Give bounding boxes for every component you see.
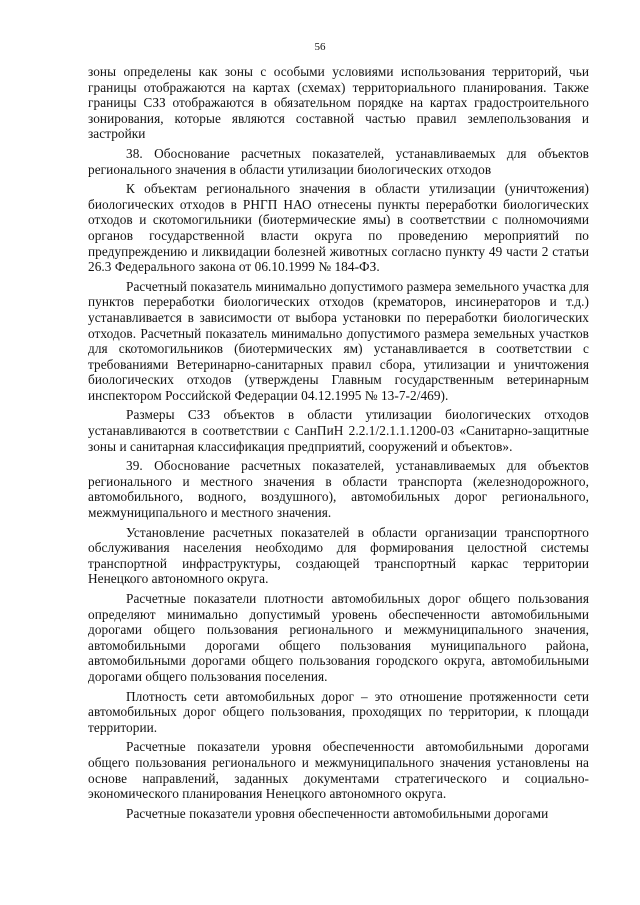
document-body <box>88 64 589 823</box>
paragraph-provision-level: Расчетные показатели уровня обеспеченности автомобильными дорогами общего пользования регионального и межмуниципального значения установлены на основе направлений, заданных документами стратегического и социально-экономического планирования Ненецкого автономного округа. <box>88 739 589 802</box>
paragraph-heading-39: 39. Обоснование расчетных показателей, устанавливаемых для объектов регионального и местного значения в области транспорта (железнодорожного, автомобильного, водного, воздушного), автомобильных дорог регионального, межмуниципального и местного значения. <box>88 458 589 521</box>
paragraph-provision-continued: Расчетные показатели уровня обеспеченности автомобильными дорогами <box>126 805 549 821</box>
paragraph-land-plot-size: Расчетный показатель минимально допустимого размера земельного участка для пунктов переработки биологических отходов (крематоров, инсинераторов и т.д.) устанавливается в зависимости от выбора установки по переработки биологических отходов. Расчетный показатель минимально допустимого размера земельных участков для скотомогильников (биотермических ям) устанавливается в соответствии с требованиями Ветеринарно-санитарных правил сбора, утилизации и уничтожения биологических отходов (утверждены Главным государственным ветеринарным инспектором Российской Федерации 04.12.1995 № 13-7-2/469). <box>88 278 589 403</box>
paragraph-heading-38: 38. Обоснование расчетных показателей, устанавливаемых для объектов регионального значения в области утилизации биологических отходов <box>88 145 589 177</box>
paragraph-szz-sizes: Размеры СЗЗ объектов в области утилизации биологических отходов устанавливаются в соответствии с СанПиН 2.2.1/2.1.1.1200-03 «Санитарно-защитные зоны и санитарная классификация предприятий, сооружений и объектов». <box>88 407 589 454</box>
paragraph-road-density: Расчетные показатели плотности автомобильных дорог общего пользования определяют минимально допустимый уровень обеспеченности автомобильными дорогами общего пользования регионального и межмуниципального значения, автомобильными дорогами общего пользования муниципального района, автомобильными дорогами общего пользования городского округа, автомобильными дорогами общего пользования поселения. <box>88 591 589 684</box>
paragraph-regional-objects: К объектам регионального значения в области утилизации (уничтожения) биологических отходов в РНГП НАО отнесены пункты переработки биологических отходов и скотомогильники (биотермические ямы) в соответствии с полномочиями органов государственной власти округа по проведению мероприятий по предупреждению и ликвидации болезней животных согласно пункту 49 части 2 статьи 26.3 Федерального закона от 06.10.1999 № 184-ФЗ. <box>88 181 589 275</box>
paragraph-szz-boundaries: зоны определены как зоны с особыми условиями использования территорий, чьи границы отображаются на картах (схемах) территориального планирования. Также границы СЗЗ отображаются в обязательном порядке на картах градостроительного зонирования, которые являются составной частью правил землепользования и застройки <box>88 64 589 142</box>
paragraph-transport-service: Установление расчетных показателей в области организации транспортного обслуживания населения необходимо для формирования целостной системы транспортной инфраструктуры, создающей транспортный каркас территории Ненецкого автономного округа. <box>88 524 589 587</box>
paragraph-density-definition: Плотность сети автомобильных дорог – это отношение протяженности сети автомобильных дорог общего пользования, проходящих по территории, к площади территории. <box>88 688 589 735</box>
page-number: 56 <box>314 41 326 53</box>
